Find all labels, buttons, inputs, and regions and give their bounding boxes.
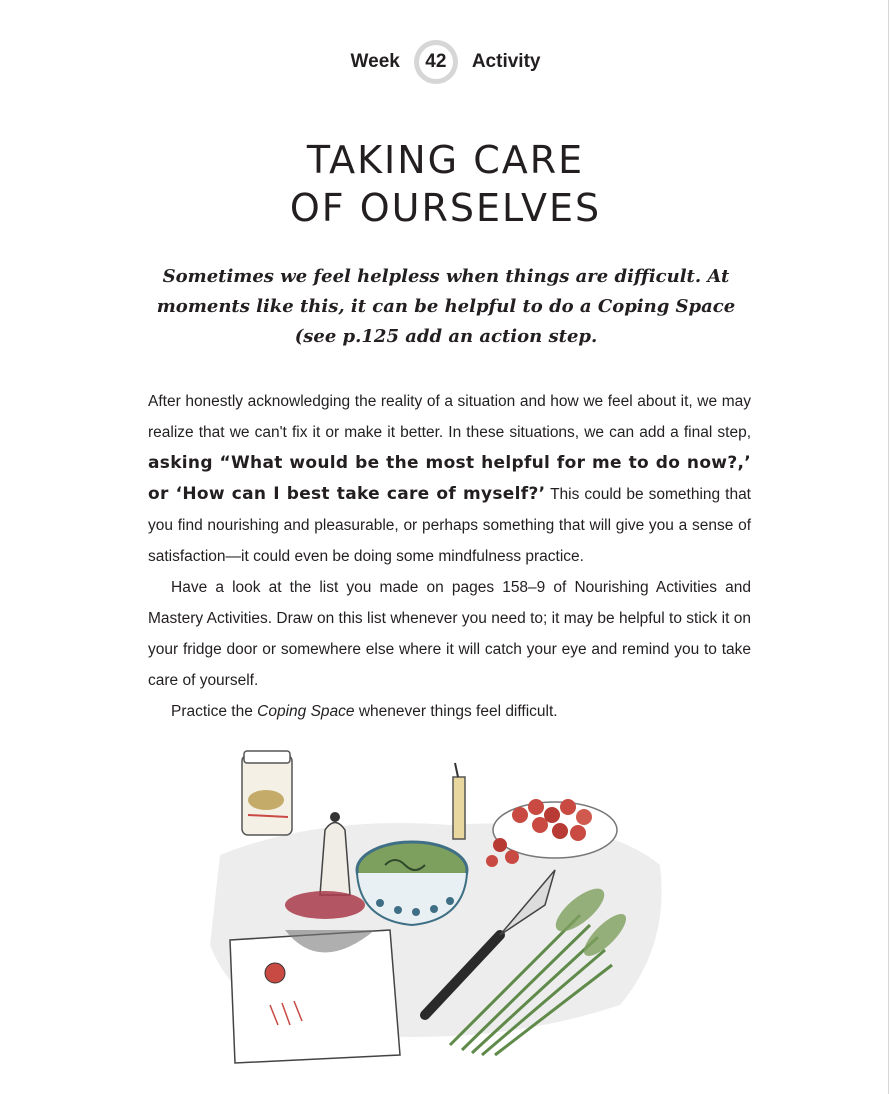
kitchen-food-illustration-icon xyxy=(200,745,680,1075)
candle-icon xyxy=(453,763,465,839)
week-label: Week xyxy=(350,51,400,72)
paragraph-3-em: Coping Space xyxy=(257,703,355,720)
cutting-board-icon xyxy=(230,930,400,1063)
title-line-2: OF OURSELVES xyxy=(289,186,602,230)
paragraph-1-start: After honestly acknowledging the reality of a situation and how we feel about it, we may realize that we can't fix it or make it better. In these situations, we can add a final step, xyxy=(148,393,751,441)
paragraph-1-end: This could be something that you find nourishing and pleasurable, or perhaps something that will give you a sense of satisfaction—it could even be doing some mindfulness practice. xyxy=(148,486,751,565)
page-title xyxy=(0,136,891,232)
pepper-mill-icon xyxy=(320,812,350,895)
intro-text: Sometimes we feel helpless when things are difficult. At moments like this, it can be helpful to do a Coping Space (see p.125 add an action step. xyxy=(156,266,736,347)
activity-label: Activity xyxy=(471,51,541,72)
paragraph-2: Have a look at the list you made on pages 158–9 of Nourishing Activities and Mastery Activities. Draw on this list whenever you need to; it may be helpful to stick it on your fridge door or somewhere else where it will catch your eye and remind you to take care of yourself. xyxy=(148,579,751,689)
paragraph-3-end: whenever things feel difficult. xyxy=(354,703,558,720)
berries-icon xyxy=(285,891,365,919)
body-text xyxy=(148,386,751,727)
week-number: 42 xyxy=(419,45,453,79)
week-number-badge xyxy=(414,40,458,84)
paragraph-1-strong: asking “What would be the most helpful for me to do now?,’ or ‘How can I best take care of myself?’ xyxy=(148,453,751,504)
paragraph-3 xyxy=(148,696,751,727)
paragraph-3-start: Practice the xyxy=(171,703,258,720)
page-header xyxy=(0,40,891,84)
jar-icon xyxy=(242,751,292,835)
paragraph-1 xyxy=(148,386,751,572)
title-line-1: TAKING CARE xyxy=(306,138,585,182)
